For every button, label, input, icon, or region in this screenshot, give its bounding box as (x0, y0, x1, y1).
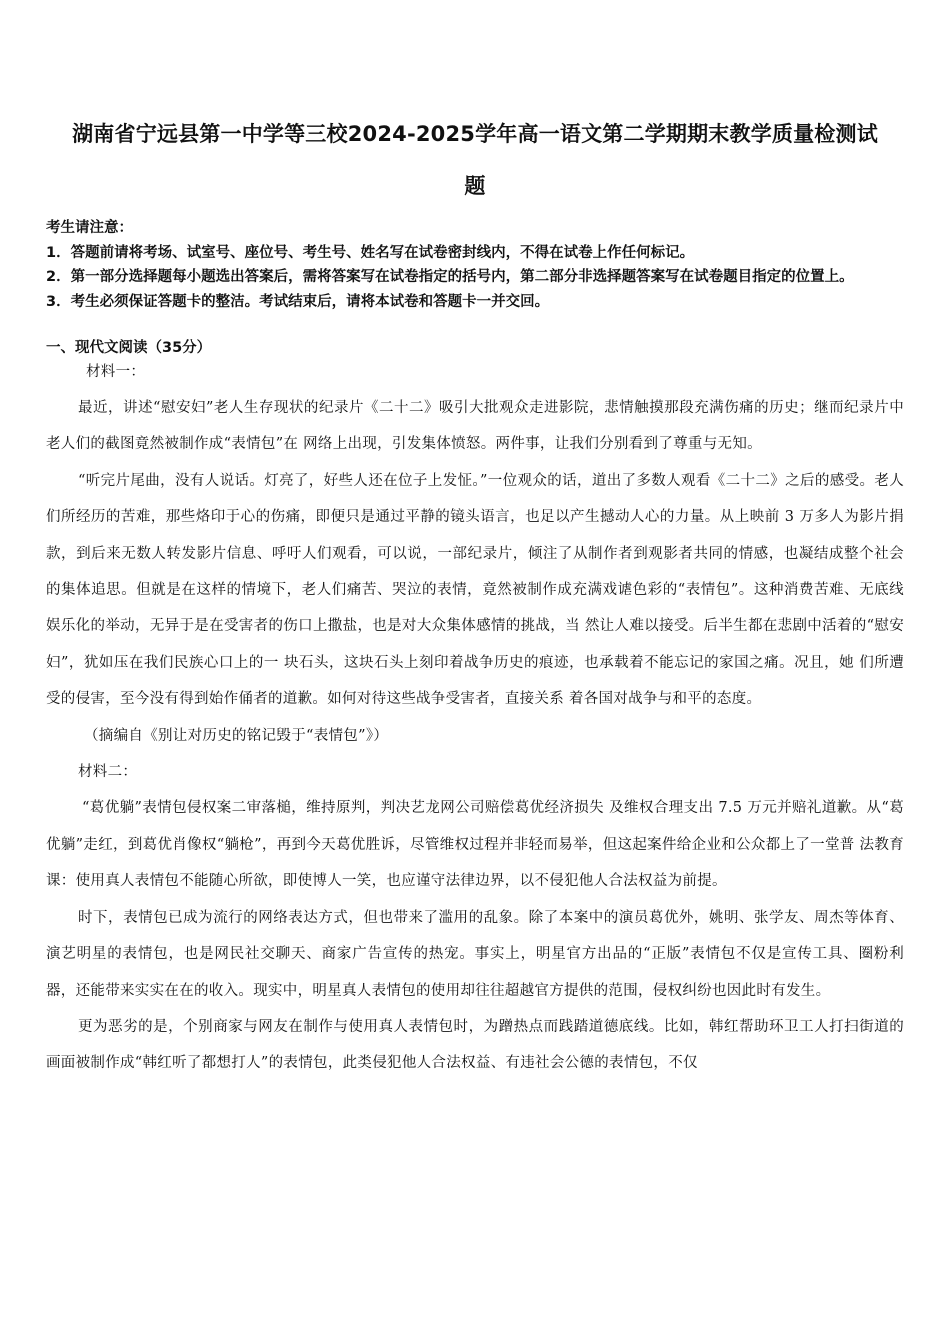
material-1-paragraph-2: “听完片尾曲，没有人说话。灯亮了，好些人还在位子上发怔。”一位观众的话，道出了多数人观看《二十二》之后的感受。老人们所经历的苦难，那些烙印于心的伤痛，即便只是通过平静的镜头语言，也足以产生撼动人心的力量。从上映前 3 万多人为影片捐款，到后来无数人转发影片信息、呼吁人们观看，可以说，一部纪录片，倾注了从制作者到观影者共同的情感，也凝结成整个社会的集体追思。但就是在这样的情境下，老人们痛苦、哭泣的表情，竟然被制作成充满戏谑色彩的“表情包”。这种消费苦难、无底线娱乐化的举动，无异于是在受害者的伤口上撒盐，也是对大众集体感情的挑战，当 然让人难以接受。后半生都在悲剧中活着的“慰安妇”，犹如压在我们民族心口上的一 块石头，这块石头上刻印着战争历史的痕迹，也承载着不能忘记的家国之痛。况且，她 们所遭受的侵害，至今没有得到始作俑者的道歉。如何对待这些战争受害者，直接关系 着各国对战争与和平的态度。 (46, 472, 904, 708)
notice-heading: 考生请注意： (46, 220, 133, 236)
exam-title (46, 108, 904, 212)
material-2-paragraph-2: 时下，表情包已成为流行的网络表达方式，但也带来了滥用的乱象。除了本案中的演员葛优外，姚明、张学友、周杰等体育、演艺明星的表情包，也是网民社交聊天、商家广告宣传的热宠。事实上，明星官方出品的“正版”表情包不仅是宣传工具、圈粉利器，还能带来实实在在的收入。现实中，明星真人表情包的使用却往往超越官方提供的范围，侵权纠纷也因此时有发生。 (46, 909, 904, 999)
section-heading: 一、现代文阅读（35分） (46, 340, 212, 356)
notice-item-1: 1．答题前请将考场、试室号、座位号、考生号、姓名写在试卷密封线内，不得在试卷上作任何标记。 (46, 244, 695, 261)
material-1-source: （摘编自《别让对历史的铭记毁于“表情包”》） (84, 727, 389, 744)
reading-passage (46, 360, 904, 1082)
material-1-label: 材料一： (86, 364, 146, 380)
candidate-notice (46, 216, 904, 314)
material-2-paragraph-3: 更为恶劣的是，个别商家与网友在制作与使用真人表情包时，为蹭热点而践踏道德底线。比如，韩红帮助环卫工人打扫街道的画面被制作成“韩红听了都想打人”的表情包，此类侵犯他人合法权益、有违社会公德的表情包，不仅 (46, 1018, 904, 1072)
notice-item-2: 2．第一部分选择题每小题选出答案后，需将答案写在试卷指定的括号内，第二部分非选择题答案写在试卷题目指定的位置上。 (46, 269, 854, 285)
notice-item-3: 3．考生必须保证答题卡的整洁。考试结束后，请将本试卷和答题卡一并交回。 (46, 293, 550, 310)
title-line-1: 湖南省宁远县第一中学等三校2024-2025学年高一语文第二学期期末教学质量检测试 (72, 122, 878, 146)
material-2-paragraph-1: “葛优躺”表情包侵权案二审落槌，维持原判，判决艺龙网公司赔偿葛优经济损失 及维权合理支出 7.5 万元并赔礼道歉。从“葛优躺”走红，到葛优肖像权“躺枪”，再到今天葛优胜诉，尽管维权过程并非轻而易举，但这起案件给企业和公众都上了一堂普 法教育课：使用真人表情包不能随心所欲，即使博人一笑，也应谨守法律边界，以不侵犯他人合法权益为前提。 (46, 800, 904, 890)
material-1-paragraph-1: 最近，讲述“慰安妇”老人生存现状的纪录片《二十二》吸引大批观众走进影院，悲情触摸那段充满伤痛的历史；继而纪录片中老人们的截图竟然被制作成“表情包”在 网络上出现，引发集体愤怒。两件事，让我们分别看到了尊重与无知。 (46, 400, 904, 453)
title-line-2: 题 (464, 174, 486, 198)
material-2-label: 材料二： (78, 764, 138, 781)
